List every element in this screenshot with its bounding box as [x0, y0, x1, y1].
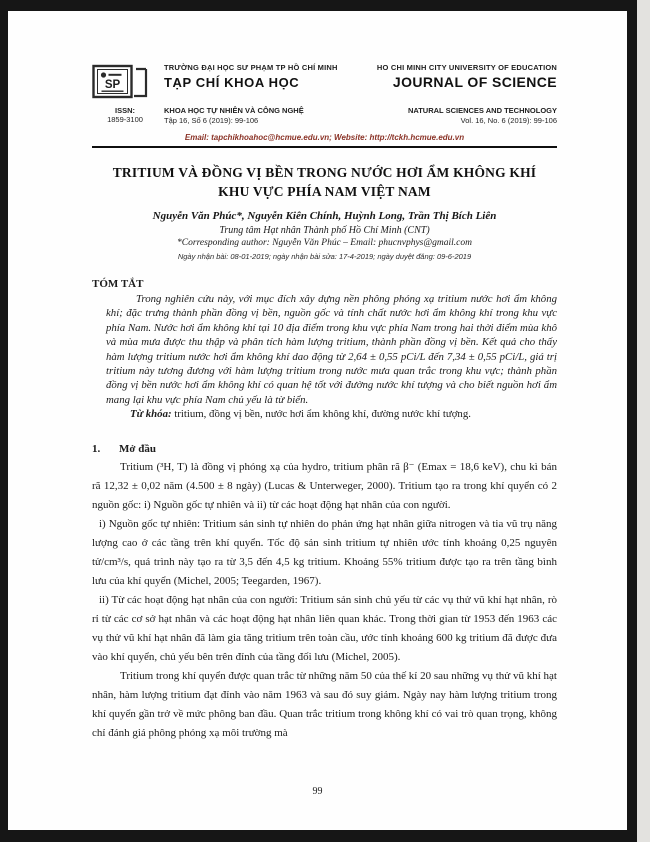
article-title-line2: KHU VỰC PHÍA NAM VIỆT NAM [218, 184, 431, 199]
gear-icon [101, 72, 106, 77]
abstract-heading: TÓM TẮT [92, 278, 144, 290]
intro-paragraph-2: i) Nguồn gốc tự nhiên: Tritium sản sinh tự nhiên do phản ứng hạt nhân giữa nitrogen và tia vũ trụ năng lượng cao ở các tầng trên khí quyển. Tốc độ sản sinh tritium tự nhiên ước tính khoảng 0,25 nguyên tử/cm³/s, quá trình này tạo ra từ 3,5 đến 4,5 kg tritium. Khoảng 55% tritium được tạo ra trên tầng bình lưu của khí quyển (Michel, 2005; Teegarden, 1967). [92, 517, 557, 587]
article-title [92, 163, 557, 201]
keywords-line [106, 407, 557, 421]
issue-info-vi: Tập 16, Số 6 (2019): 99-106 [164, 116, 259, 125]
issn-label: ISSN: [114, 106, 135, 115]
keywords-text: tritium, đồng vị bền, nước hơi ẩm không khí, đường nước khí tượng. [171, 408, 471, 421]
journal-name-en: JOURNAL OF SCIENCE [392, 74, 557, 90]
authors-line: Nguyễn Văn Phúc*, Nguyễn Kiên Chính, Huỳnh Long, Trần Thị Bích Liên [152, 210, 497, 222]
issn-value: 1859-3100 [107, 115, 143, 124]
abstract-body: Trong nghiên cứu này, với mục đích xây dựng nền phông phóng xạ tritium nước hơi ẩm không khí; đặc trưng thành phần đồng vị bền, nguồn gốc và tính chất nước hơi ẩm không khí trong khu vực phía Nam. Nước hơi ẩm không khí tại 10 địa điểm trong khu vực phía Nam trong hai thời điểm mùa khô và mùa mưa được thu thập và phân tích hàm lượng tritium, thành phần đồng vị bền. Kết quả cho thấy hàm lượng tritium nước hơi ẩm không khí dao động từ 2,64 ± 0,55 pCi/L đến 7,34 ± 0,55 pCi/L, giá trị tritium này tương đương với hàm lượng tritium trong nước mưa quan trắc trong khu vực; thành phần đồng vị bền nước hơi ẩm không khí có quan hệ tốt với đường nước khí tượng và cho biết nguồn hơi ẩm mang lại khu vực phía Nam chủ yếu là từ biển. [106, 293, 557, 406]
issue-info-en: Vol. 16, No. 6 (2019): 99-106 [460, 116, 557, 125]
section-1-heading [92, 443, 557, 455]
intro-paragraph-3: ii) Từ các hoạt động hạt nhân của con người: Tritium sản sinh chủ yếu từ các vụ thử vũ khí hạt nhân, rò rỉ từ các cơ sở hạt nhân và các hoạt động hạt nhân liên quan khác. Trong thời gian từ 1953 đến 1963 các vụ thử vũ khí hạt nhân đã làm gia tăng tritium trên toàn cầu, ước tính khoảng 600 kg tritium đã được đưa vào khí quyển, chủ yếu bên trên đỉnh của tầng đối lưu (Michel, 2005). [92, 593, 557, 663]
paper-page [8, 11, 627, 830]
university-name-vi: TRƯỜNG ĐẠI HỌC SƯ PHẠM TP HỒ CHÍ MINH [164, 63, 338, 72]
header-rule [92, 146, 557, 148]
intro-paragraph-4: Tritium trong khí quyển được quan trắc từ những năm 50 của thế kỉ 20 sau những vụ thử vũ khí hạt nhân, hàm lượng tritium đạt đỉnh vào năm 1963 và sau đó suy giảm. Ngày nay hàm lượng tritium trong khí quyển gần trở về mức phông ban đầu. Quan trắc tritium trong không khí có vai trò quan trọng, không chỉ đánh giá phông phóng xạ môi trường mà [92, 669, 557, 739]
scan-edge [637, 0, 650, 842]
journal-contact-link[interactable]: Email: tapchikhoahoc@hcmue.edu.vn; Website: http://tckh.hcmue.edu.vn [184, 133, 465, 142]
submission-dates-line: Ngày nhận bài: 08-01-2019; ngày nhận bài sửa: 17-4-2019; ngày duyệt đăng: 09-6-2019 [177, 252, 472, 261]
svg-text:SP: SP [104, 79, 121, 91]
section-en-block [377, 106, 557, 126]
intro-paragraph-1: Tritium (³H, T) là đồng vị phóng xạ của hydro, tritium phân rã β⁻ (Emax = 18,6 keV), chu kì bán rã 12,32 ± 0,02 năm (4.500 ± 8 ngày) (Lucas & Unterweger, 2000). Tritium tạo ra trong khí quyển có 2 nguồn gốc: i) Nguồn gốc tự nhiên và ii) từ các hoạt động hạt nhân của con người. [92, 460, 557, 511]
section-vi-block [164, 106, 371, 126]
page-number: 99 [312, 786, 323, 797]
corresponding-author-line: *Corresponding author: Nguyễn Văn Phúc – Email: phucnvphys@gmail.com [177, 238, 472, 248]
section-name-en: NATURAL SCIENCES AND TECHNOLOGY [407, 106, 557, 115]
journal-header [92, 63, 557, 148]
journal-logo-icon [92, 63, 148, 103]
section-1-title: Mở đầu [119, 442, 156, 455]
affiliation-line: Trung tâm Hạt nhân Thành phố Hồ Chí Minh (CNT) [219, 225, 430, 236]
article-title-line1: TRITIUM VÀ ĐỒNG VỊ BỀN TRONG NƯỚC HƠI ẨM KHÔNG KHÍ [112, 165, 537, 180]
keywords-label: Từ khóa: [130, 408, 172, 421]
header-en-block [377, 63, 557, 90]
journal-name-vi: TẠP CHÍ KHOA HỌC [164, 75, 300, 90]
journal-logo [92, 63, 158, 103]
header-vi-block [164, 63, 371, 91]
section-name-vi: KHOA HỌC TỰ NHIÊN VÀ CÔNG NGHỆ [164, 106, 304, 115]
issn-block [92, 106, 158, 124]
section-1-number: 1. [92, 442, 101, 455]
university-name-en: HO CHI MINH CITY UNIVERSITY OF EDUCATION [376, 63, 557, 72]
